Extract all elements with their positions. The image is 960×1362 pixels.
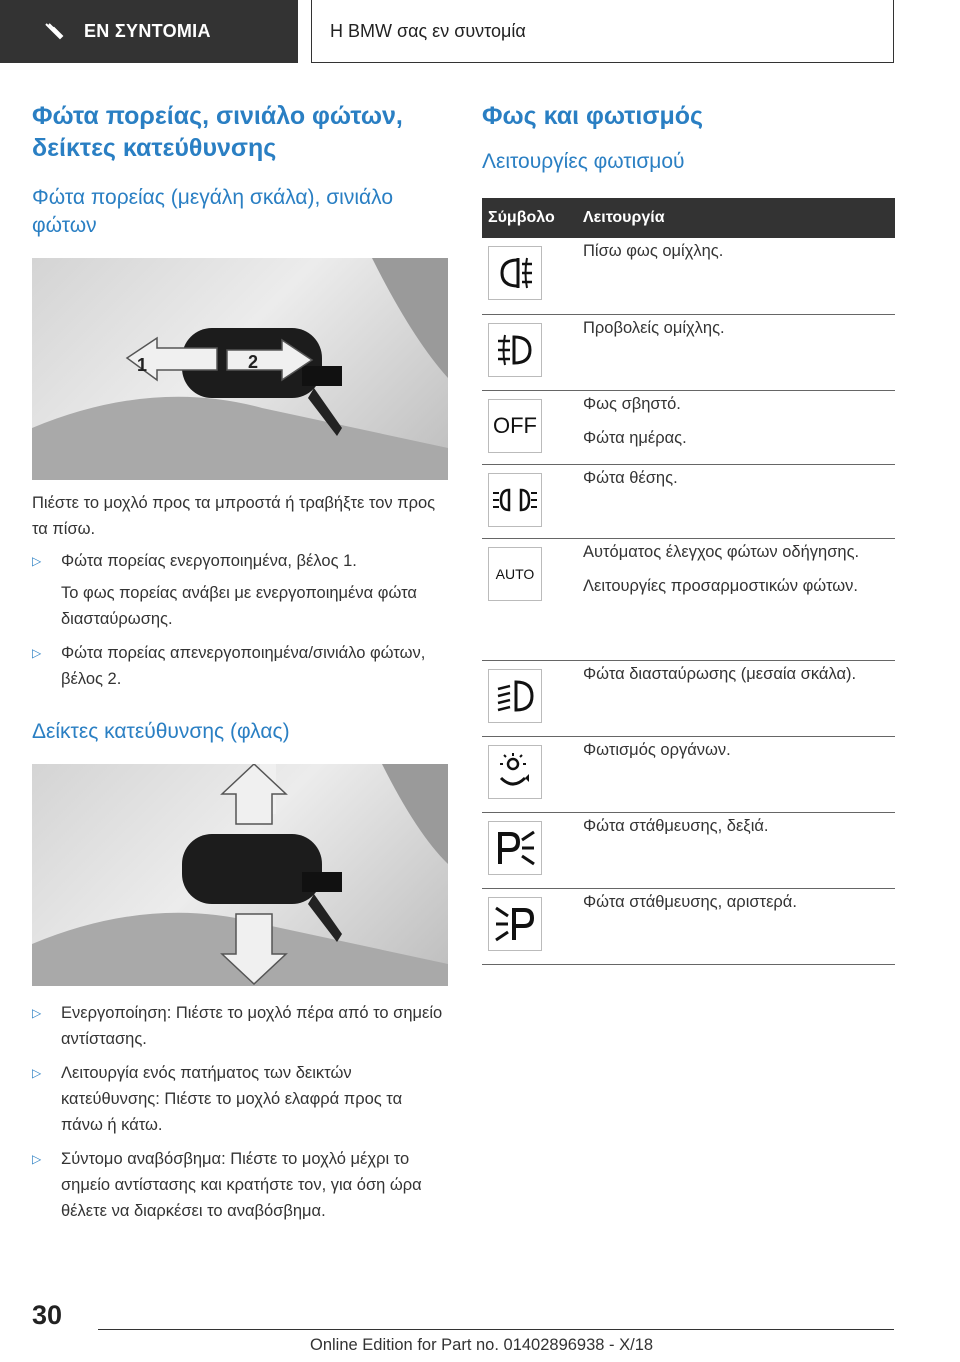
car-key-icon — [42, 20, 66, 44]
function-text: Λειτουργίες προσαρμοστικών φώτων. — [583, 576, 858, 595]
function-text: Φωτισμός οργάνων. — [583, 740, 731, 759]
bullet-triangle-icon: ▷ — [32, 1006, 42, 1020]
function-text: Φώτα διασταύρωσης (μεσαία σκάλα). — [583, 664, 857, 683]
high-beam-heading: Φώτα πορείας (μεγάλη σκάλα), σινιάλο φώτων — [32, 186, 393, 237]
table-row — [482, 660, 895, 736]
table-row — [482, 464, 895, 538]
column-header-symbol: Σύμβολο — [482, 198, 583, 238]
table-row — [482, 390, 895, 464]
high-beam-lever-image — [32, 258, 448, 480]
arrow-1-label: 1 — [137, 355, 148, 375]
function-text: Φώτα στάθμευσης, αριστερά. — [583, 892, 797, 911]
function-text: Φώτα στάθμευσης, δεξιά. — [583, 816, 769, 835]
page-number: 30 — [32, 1300, 63, 1330]
function-text: Προβολείς ομίχλης. — [583, 318, 725, 337]
lever-intro: Πιέστε το μοχλό προς τα μπροστά ή τραβήξτε τον προς τα πίσω. — [32, 494, 436, 538]
list-item: ▷ Λειτουργία ενός πατήματος των δεικτών κατεύθυνσης: Πιέστε το μοχλό ελαφρά προς τα πάνω ή κάτω. — [32, 1060, 448, 1138]
edition-footer: Online Edition for Part no. 01402896938 - X/18 — [310, 1336, 654, 1354]
list-item: ▷ Ενεργοποίηση: Πιέστε το μοχλό πέρα από το σημείο αντίστασης. — [32, 1000, 448, 1052]
function-text: Πίσω φως ομίχλης. — [583, 242, 724, 260]
lighting-heading: Φως και φωτισμός — [482, 102, 704, 130]
chapter-title: Η BMW σας εν συντομία — [330, 20, 526, 41]
function-text: Φώτα ημέρας. — [583, 428, 687, 447]
rear-fog-icon — [488, 246, 542, 300]
function-text: Φώτα θέσης. — [583, 468, 678, 487]
list-item: ▷ Φώτα πορείας απενεργοποιημένα/σινιάλο φώτων, βέλος 2. — [32, 640, 448, 692]
list-item: ▷ Φώτα πορείας ενεργοποιημένα, βέλος 1. — [32, 548, 448, 574]
off-icon: OFF — [488, 399, 542, 453]
arrow-2-label: 2 — [248, 352, 259, 372]
section-tab-label: ΕΝ ΣΥΝΤΟΜΙΑ — [84, 21, 211, 41]
turn-signal-lever-image — [32, 764, 448, 986]
parking-light-right-icon — [488, 821, 542, 875]
function-text: Αυτόματος έλεγχος φώτων οδήγησης. — [583, 542, 860, 561]
bullet-triangle-icon: ▷ — [32, 1066, 42, 1080]
table-row — [482, 888, 895, 964]
left-column — [32, 100, 448, 1224]
table-row — [482, 538, 895, 660]
footer-divider — [98, 1329, 894, 1330]
function-text: Φως σβηστό. — [583, 394, 681, 413]
right-column — [482, 100, 895, 965]
instrument-lighting-icon — [488, 745, 542, 799]
turn-signal-heading: Δείκτες κατεύθυνσης (φλας) — [32, 720, 290, 743]
table-row — [482, 238, 895, 314]
bullet-triangle-icon: ▷ — [32, 554, 42, 568]
section-tab[interactable] — [0, 0, 298, 63]
auto-icon: AUTO — [488, 547, 542, 601]
table-row — [482, 736, 895, 812]
parking-lights-icon — [488, 473, 542, 527]
low-beam-icon — [488, 669, 542, 723]
bullet-triangle-icon: ▷ — [32, 646, 42, 660]
list-item-note: Το φως πορείας ανάβει με ενεργοποιημένα φώτα διασταύρωσης. — [61, 584, 417, 628]
list-item: ▷ Σύντομο αναβόσβημα: Πιέστε το μοχλό μέχρι το σημείο αντίστασης και κρατήστε τον, για όση ώρα θέλετε να διαρκέσει το αναβόσβημα. — [32, 1146, 448, 1224]
table-row — [482, 812, 895, 888]
bullet-triangle-icon: ▷ — [32, 1152, 42, 1166]
parking-light-left-icon — [488, 897, 542, 951]
front-fog-icon — [488, 323, 542, 377]
table-row — [482, 314, 895, 390]
section-heading: Φώτα πορείας, σινιάλο φώτων, δείκτες κατεύθυνσης — [32, 102, 403, 162]
chapter-tab[interactable] — [311, 0, 894, 63]
lighting-functions-heading: Λειτουργίες φωτισμού — [482, 150, 685, 173]
column-header-function: Λειτουργία — [583, 198, 895, 238]
lighting-symbols-table — [482, 198, 895, 965]
